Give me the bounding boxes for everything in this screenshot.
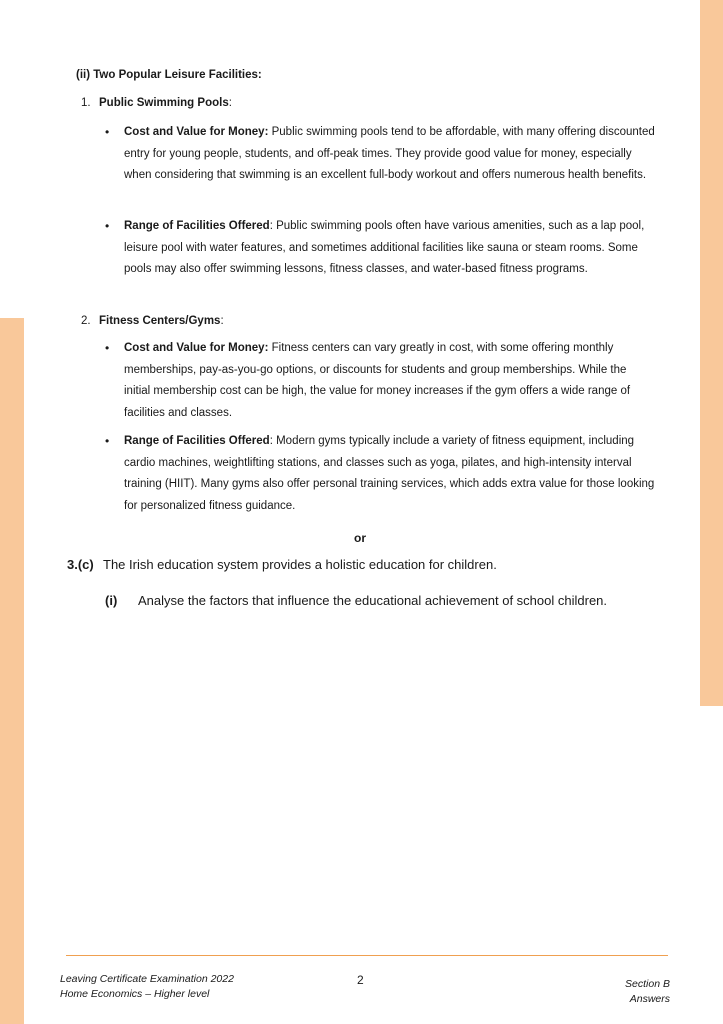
bullet-label: Cost and Value for Money:: [124, 342, 269, 354]
footer-section: Section B: [625, 978, 670, 990]
bullet-gym-cost: [105, 338, 655, 424]
page-number: 2: [357, 973, 364, 987]
decorative-side-bar-left: [0, 318, 24, 1024]
question-3c: [67, 557, 497, 572]
sub-question-i: [105, 593, 607, 608]
item-title-swimming-pools: [81, 97, 232, 109]
bullet-label: Cost and Value for Money:: [124, 126, 269, 138]
bullet-text: Public swimming pools tend to be affordable, with many offering discounted entry for young people, students, and off-peak times. They provide good value for money, especially when considering that swimming is an excellent full-body workout and offers numerous health benefits.: [124, 126, 655, 182]
bullet-dot: •: [105, 125, 110, 139]
or-separator: or: [354, 531, 366, 545]
bullet-text: : Modern gyms typically include a variety of fitness equipment, including cardio machines, weightlifting stations, and classes such as yoga, pilates, and high-intensity interval training (HIIT). Many gyms also offer personal training services, which adds extra value for those looking for personalized fitness guidance.: [124, 435, 655, 512]
item-number: 1.: [81, 97, 91, 109]
bullet-label: Range of Facilities Offered: [124, 435, 270, 447]
item-title-suffix: :: [220, 315, 224, 327]
footer-exam-title: Leaving Certificate Examination 2022: [60, 973, 234, 985]
item-title-text: Public Swimming Pools: [99, 97, 229, 109]
footer-exam-info: [60, 972, 234, 1002]
footer-subject-level: Home Economics – Higher level: [60, 988, 210, 1000]
bullet-dot: •: [105, 219, 110, 233]
sub-question-text: Analyse the factors that influence the educational achievement of school children.: [138, 593, 608, 608]
footer-answers: Answers: [629, 993, 670, 1005]
bullet-swimming-cost: [105, 122, 655, 187]
footer-divider: [66, 955, 668, 956]
question-number: 3.(c): [67, 557, 94, 572]
bullet-gym-facilities: [105, 431, 655, 517]
sub-question-number: (i): [105, 593, 118, 608]
bullet-dot: •: [105, 341, 110, 355]
question-text: The Irish education system provides a holistic education for children.: [103, 557, 497, 572]
decorative-side-bar-right: [700, 0, 723, 706]
bullet-text: Fitness centers can vary greatly in cost, with some offering monthly memberships, pay-as-you-go options, or discounts for students and group memberships. While the initial membership cost can be high, the value for money increases if the gym offers a wide range of facilities and classes.: [124, 342, 631, 419]
item-title-fitness-centers: [81, 315, 224, 327]
bullet-label: Range of Facilities Offered: [124, 220, 270, 232]
item-title-suffix: :: [228, 97, 232, 109]
bullet-swimming-facilities: [105, 216, 655, 281]
bullet-text: : Public swimming pools often have various amenities, such as a lap pool, leisure pool with water features, and sometimes additional facilities like sauna or steam rooms. Some pools may also offer swimming lessons, fitness classes, and water-based fitness programs.: [124, 220, 645, 276]
item-title-text: Fitness Centers/Gyms: [99, 315, 221, 327]
bullet-dot: •: [105, 434, 110, 448]
item-number: 2.: [81, 315, 91, 327]
section-heading: (ii) Two Popular Leisure Facilities:: [76, 69, 262, 81]
footer-section-info: [625, 977, 670, 1007]
